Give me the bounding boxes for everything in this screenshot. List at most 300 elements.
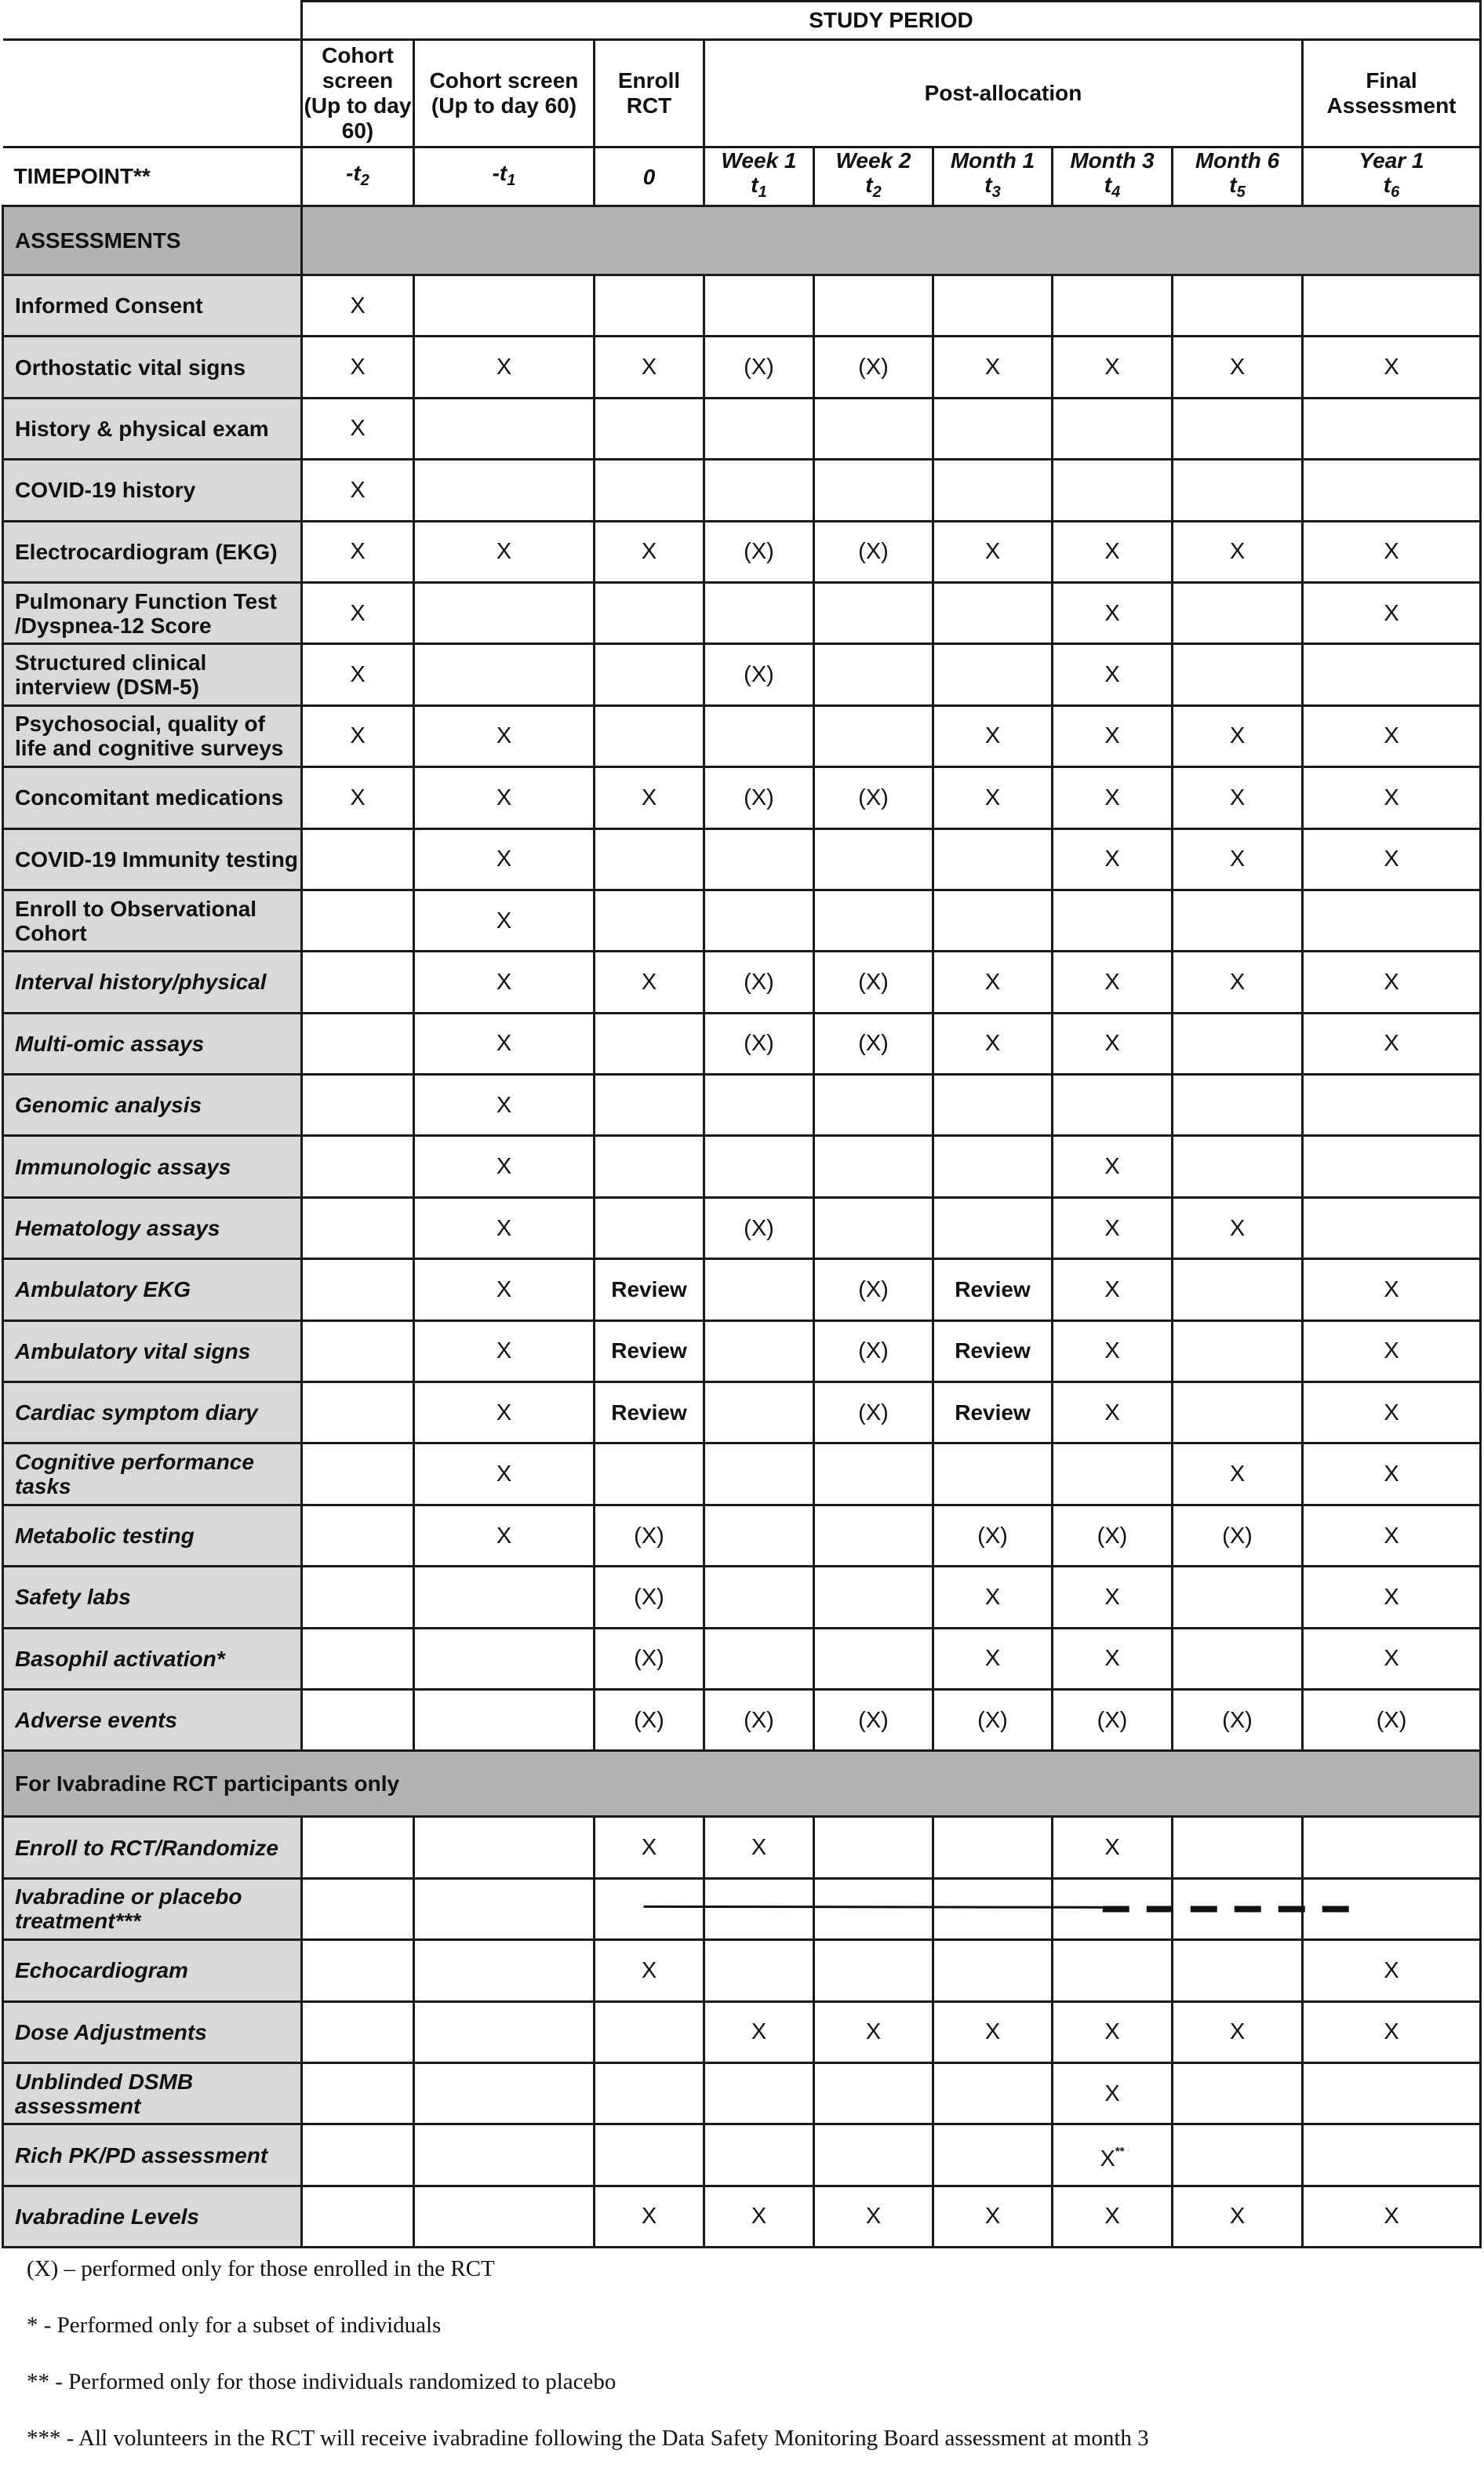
assessment-row (3, 828, 1481, 890)
schedule-cell (1303, 2062, 1481, 2124)
schedule-cell: X (704, 2001, 814, 2062)
schedule-cell: (X) (1173, 1505, 1303, 1566)
assessment-label: Basophil activation* (3, 1628, 302, 1689)
assessment-label: Structured clinical interview (DSM-5) (3, 644, 302, 705)
footnote: ** - Performed only for those individuals randomized to placebo (27, 2369, 617, 2394)
schedule-cell (595, 1013, 704, 1074)
schedule-cell: (X) (1303, 1689, 1481, 1750)
timepoint-subscript: 2 (872, 184, 882, 201)
schedule-cell (1173, 2124, 1303, 2186)
schedule-cell (302, 890, 414, 951)
schedule-cell (1303, 275, 1481, 337)
schedule-cell: X (704, 2186, 814, 2247)
schedule-cell (1053, 1075, 1173, 1136)
timepoint-t-letter: t (1383, 173, 1391, 197)
schedule-cell (1173, 1320, 1303, 1381)
schedule-cell (1053, 1878, 1173, 1939)
assessment-label: Safety labs (3, 1567, 302, 1628)
timepoint-value: 0 (642, 164, 656, 189)
schedule-cell: X (1173, 2186, 1303, 2247)
schedule-cell: X (595, 2186, 704, 2247)
schedule-cell: X (1173, 521, 1303, 582)
schedule-cell (1173, 1817, 1303, 1878)
schedule-cell: X (302, 398, 414, 459)
schedule-cell: X (414, 1136, 595, 1197)
section-header-row (3, 206, 1481, 275)
schedule-cell (302, 1075, 414, 1136)
schedule-cell: X (1053, 1382, 1173, 1443)
timepoint-subscript: 2 (360, 171, 369, 189)
schedule-cell: X (704, 1817, 814, 1878)
schedule-cell (302, 1320, 414, 1381)
schedule-cell: X (595, 521, 704, 582)
assessment-row (3, 1567, 1481, 1628)
schedule-cell: X (414, 1382, 595, 1443)
schedule-cell: X (302, 337, 414, 398)
schedule-cell (1173, 1628, 1303, 1689)
schedule-cell (1303, 1817, 1481, 1878)
assessment-label: Hematology assays (3, 1197, 302, 1258)
schedule-cell: X (595, 1817, 704, 1878)
schedule-cell (933, 644, 1053, 705)
schedule-cell: X (1173, 828, 1303, 890)
schedule-cell: X (933, 1567, 1053, 1628)
schedule-cell: (X) (933, 1689, 1053, 1750)
schedule-cell (595, 890, 704, 951)
schedule-cell (933, 1136, 1053, 1197)
schedule-of-assessments-table (2, 0, 1482, 2248)
assessment-label: COVID-19 history (3, 460, 302, 521)
schedule-cell (302, 2124, 414, 2186)
schedule-cell: X (595, 1940, 704, 2001)
header-blank-cell (3, 40, 302, 147)
schedule-cell: X (595, 767, 704, 828)
assessment-label: Unblinded DSMB assessment (3, 2062, 302, 2124)
schedule-cell (814, 1505, 933, 1566)
schedule-cell: X (1173, 705, 1303, 766)
schedule-cell: Review (595, 1259, 704, 1320)
schedule-cell: (X) (704, 767, 814, 828)
assessment-row (3, 2062, 1481, 2124)
schedule-cell: (X) (704, 337, 814, 398)
schedule-cell: X (414, 521, 595, 582)
timepoint-t-letter: t (1229, 173, 1237, 197)
schedule-cell (933, 460, 1053, 521)
schedule-cell (595, 398, 704, 459)
mark-text: X (1100, 2146, 1115, 2171)
schedule-cell: X (1303, 767, 1481, 828)
schedule-cell (814, 1817, 933, 1878)
assessment-row (3, 1628, 1481, 1689)
schedule-cell: X (414, 1013, 595, 1074)
schedule-cell (595, 2124, 704, 2186)
schedule-cell: X (1303, 1320, 1481, 1381)
schedule-cell: X (1173, 337, 1303, 398)
schedule-cell (595, 275, 704, 337)
schedule-cell (1173, 2062, 1303, 2124)
timepoint-t-letter: t (751, 173, 758, 197)
schedule-cell (595, 828, 704, 890)
schedule-cell: Review (595, 1382, 704, 1443)
schedule-cell (814, 1628, 933, 1689)
schedule-cell: X (933, 2001, 1053, 2062)
col-enroll-rct: Enroll RCT (595, 40, 704, 147)
schedule-cell (933, 275, 1053, 337)
schedule-cell: (X) (814, 767, 933, 828)
schedule-cell (704, 1443, 814, 1505)
schedule-cell (704, 1382, 814, 1443)
schedule-cell (704, 1136, 814, 1197)
schedule-cell: (X) (814, 952, 933, 1013)
timepoint-cell (1053, 147, 1173, 206)
schedule-cell: (X) (595, 1689, 704, 1750)
schedule-cell (414, 2186, 595, 2247)
schedule-cell (1053, 1940, 1173, 2001)
schedule-cell: X (1303, 952, 1481, 1013)
schedule-cell (704, 828, 814, 890)
schedule-cell: (X) (814, 1013, 933, 1074)
schedule-cell: X (1053, 1628, 1173, 1689)
schedule-cell (302, 1940, 414, 2001)
schedule-cell (1303, 1197, 1481, 1258)
schedule-cell (933, 582, 1053, 643)
schedule-cell (704, 1320, 814, 1381)
schedule-cell (595, 705, 704, 766)
assessment-row (3, 1136, 1481, 1197)
timepoint-cell (933, 147, 1053, 206)
schedule-cell: X (933, 705, 1053, 766)
schedule-cell (704, 1567, 814, 1628)
schedule-cell (302, 1689, 414, 1750)
schedule-cell: X (1173, 1197, 1303, 1258)
schedule-cell: X (302, 582, 414, 643)
schedule-cell (414, 1940, 595, 2001)
timepoint-subscript: 4 (1111, 184, 1121, 201)
schedule-cell (302, 1136, 414, 1197)
col-final-assessment: Final Assessment (1303, 40, 1481, 147)
assessment-label: Multi-omic assays (3, 1013, 302, 1074)
schedule-cell (814, 2124, 933, 2186)
schedule-cell: X (933, 1628, 1053, 1689)
schedule-cell: X (1053, 1817, 1173, 1878)
schedule-cell (302, 952, 414, 1013)
schedule-cell (814, 1197, 933, 1258)
schedule-cell: X (414, 1443, 595, 1505)
schedule-cell (704, 275, 814, 337)
timepoint-t (705, 173, 813, 205)
schedule-cell (414, 1628, 595, 1689)
assessment-label: Informed Consent (3, 275, 302, 337)
schedule-cell: X (1173, 1443, 1303, 1505)
schedule-cell (1173, 398, 1303, 459)
schedule-cell (1173, 1136, 1303, 1197)
schedule-cell (302, 1382, 414, 1443)
col-post-allocation: Post-allocation (704, 40, 1303, 147)
schedule-cell: X (1303, 705, 1481, 766)
schedule-cell (704, 2062, 814, 2124)
schedule-cell (302, 1197, 414, 1258)
schedule-cell: X (1303, 828, 1481, 890)
timepoint-cell (814, 147, 933, 206)
schedule-cell: X (1053, 1320, 1173, 1381)
schedule-cell: X (1303, 1443, 1481, 1505)
schedule-cell (414, 2062, 595, 2124)
schedule-cell (1173, 1382, 1303, 1443)
schedule-cell: X (1173, 767, 1303, 828)
schedule-cell (814, 890, 933, 951)
schedule-cell (302, 828, 414, 890)
assessment-label: COVID-19 Immunity testing (3, 828, 302, 890)
assessment-label: Pulmonary Function Test /Dyspnea-12 Score (3, 582, 302, 643)
footnote: * - Performed only for a subset of individuals (27, 2313, 442, 2338)
schedule-cell: X (414, 705, 595, 766)
schedule-cell: X (1053, 952, 1173, 1013)
assessment-row (3, 1940, 1481, 2001)
timepoint-subscript: 3 (991, 184, 1001, 201)
assessment-label: Rich PK/PD assessment (3, 2124, 302, 2186)
timepoint-subscript: 6 (1391, 184, 1400, 201)
schedule-cell: (X) (595, 1628, 704, 1689)
schedule-cell: X (414, 890, 595, 951)
schedule-cell (414, 1878, 595, 1939)
assessment-row (3, 952, 1481, 1013)
assessment-label: Ambulatory EKG (3, 1259, 302, 1320)
timepoint-subscript: 1 (758, 184, 767, 201)
assessment-row (3, 337, 1481, 398)
schedule-cell (1173, 582, 1303, 643)
timepoint-t (934, 173, 1051, 205)
schedule-cell: Review (933, 1382, 1053, 1443)
schedule-cell (414, 582, 595, 643)
schedule-cell: X (1053, 2186, 1173, 2247)
assessment-row (3, 1817, 1481, 1878)
schedule-cell: X (933, 1013, 1053, 1074)
assessment-row (3, 1878, 1481, 1939)
schedule-cell: X (1173, 952, 1303, 1013)
assessment-row (3, 890, 1481, 951)
schedule-cell (1053, 460, 1173, 521)
schedule-cell (933, 398, 1053, 459)
timepoint-t-letter: t (865, 173, 873, 197)
assessment-row (3, 1259, 1481, 1320)
schedule-cell (1053, 1443, 1173, 1505)
schedule-cell (704, 705, 814, 766)
schedule-cell: (X) (1053, 1689, 1173, 1750)
assessment-row (3, 1505, 1481, 1566)
schedule-cell (1173, 1013, 1303, 1074)
schedule-cell: X (414, 828, 595, 890)
schedule-cell (302, 1817, 414, 1878)
assessment-row (3, 767, 1481, 828)
assessment-row (3, 1689, 1481, 1750)
assessment-label: Psychosocial, quality of life and cognitive surveys (3, 705, 302, 766)
assessment-label: Immunologic assays (3, 1136, 302, 1197)
schedule-cell (704, 1505, 814, 1566)
footnote-marker: ** (1115, 2144, 1125, 2158)
assessment-row (3, 275, 1481, 337)
timepoint-t-letter: t (1104, 173, 1112, 197)
schedule-cell (414, 2001, 595, 2062)
schedule-cell (1303, 890, 1481, 951)
schedule-cell: X (1053, 1013, 1173, 1074)
schedule-cell (933, 890, 1053, 951)
schedule-cell (414, 460, 595, 521)
schedule-cell: X (1053, 1136, 1173, 1197)
assessment-row (3, 1197, 1481, 1258)
schedule-cell: X (1053, 521, 1173, 582)
schedule-cell (1303, 460, 1481, 521)
schedule-cell: X (1053, 1197, 1173, 1258)
schedule-cell: X (302, 767, 414, 828)
schedule-cell (814, 582, 933, 643)
schedule-cell: X (1053, 1259, 1173, 1320)
schedule-cell (814, 1940, 933, 2001)
schedule-cell (1173, 1878, 1303, 1939)
schedule-cell (302, 1878, 414, 1939)
schedule-cell (414, 1817, 595, 1878)
schedule-cell: X (302, 275, 414, 337)
schedule-cell: X (302, 460, 414, 521)
timepoint-period: Year 1 (1359, 148, 1424, 173)
assessment-label: Cardiac symptom diary (3, 1382, 302, 1443)
assessment-row (3, 2001, 1481, 2062)
schedule-cell (933, 1878, 1053, 1939)
schedule-cell (595, 1197, 704, 1258)
schedule-cell: X (414, 952, 595, 1013)
schedule-cell: X (1053, 705, 1173, 766)
schedule-cell (933, 1443, 1053, 1505)
schedule-cell (595, 644, 704, 705)
schedule-cell (814, 644, 933, 705)
schedule-cell (1053, 890, 1173, 951)
schedule-cell (933, 1940, 1053, 2001)
schedule-cell (595, 460, 704, 521)
timepoint-t (1173, 173, 1301, 205)
schedule-cell (302, 1628, 414, 1689)
schedule-cell (933, 828, 1053, 890)
timepoint-cell (302, 147, 414, 206)
schedule-cell: (X) (933, 1505, 1053, 1566)
schedule-cell: X (414, 767, 595, 828)
schedule-cell (814, 1443, 933, 1505)
schedule-cell (814, 828, 933, 890)
timepoint-subscript: 5 (1236, 184, 1246, 201)
schedule-cell (814, 275, 933, 337)
assessment-label: Ivabradine or placebo treatment*** (3, 1878, 302, 1939)
timepoint-label: TIMEPOINT** (3, 147, 302, 206)
col-cohort-screen-a: Cohort screen (Up to day 60) (302, 40, 414, 147)
schedule-cell: (X) (814, 1259, 933, 1320)
schedule-cell (704, 582, 814, 643)
assessment-label: Ivabradine Levels (3, 2186, 302, 2247)
schedule-cell: X (1173, 2001, 1303, 2062)
schedule-cell: X (814, 2186, 933, 2247)
schedule-cell (704, 1940, 814, 2001)
schedule-cell: X (1053, 2062, 1173, 2124)
assessment-label: Echocardiogram (3, 1940, 302, 2001)
assessment-row (3, 1443, 1481, 1505)
schedule-cell: X (414, 1197, 595, 1258)
timepoint-cell (1303, 147, 1481, 206)
schedule-cell (302, 1013, 414, 1074)
schedule-cell: X (302, 644, 414, 705)
schedule-cell (595, 582, 704, 643)
schedule-cell (595, 1878, 704, 1939)
timepoint-value: -t (346, 160, 361, 185)
schedule-cell (704, 2124, 814, 2186)
schedule-cell (814, 1075, 933, 1136)
corner-blank-cell (3, 2, 302, 40)
assessment-label: Concomitant medications (3, 767, 302, 828)
schedule-cell (814, 2062, 933, 2124)
timepoint-t-letter: t (984, 173, 992, 197)
assessment-label: Ambulatory vital signs (3, 1320, 302, 1381)
schedule-cell: X (933, 767, 1053, 828)
schedule-cell (814, 398, 933, 459)
schedule-cell: (X) (1173, 1689, 1303, 1750)
schedule-cell (1173, 890, 1303, 951)
assessment-label: Dose Adjustments (3, 2001, 302, 2062)
schedule-cell (1303, 644, 1481, 705)
schedule-cell (1303, 1136, 1481, 1197)
study-period-heading: STUDY PERIOD (302, 2, 1481, 40)
schedule-cell (814, 1567, 933, 1628)
schedule-cell (933, 1817, 1053, 1878)
schedule-cell: X (595, 952, 704, 1013)
timepoint-t (815, 173, 932, 205)
timepoint-period: Month 6 (1195, 148, 1280, 173)
schedule-cell: (X) (704, 644, 814, 705)
timepoint-period: Week 2 (835, 148, 911, 173)
schedule-cell: X (933, 952, 1053, 1013)
schedule-cell: X (1053, 337, 1173, 398)
schedule-cell: (X) (814, 521, 933, 582)
assessment-row (3, 2124, 1481, 2186)
schedule-cell (302, 1567, 414, 1628)
schedule-cell (595, 2062, 704, 2124)
schedule-cell: X (302, 521, 414, 582)
schedule-cell: Review (933, 1259, 1053, 1320)
assessment-row (3, 1075, 1481, 1136)
section-fill (302, 206, 1481, 275)
schedule-cell (1173, 1259, 1303, 1320)
assessment-label: Adverse events (3, 1689, 302, 1750)
study-period-row (3, 2, 1481, 40)
assessment-label: Cognitive performance tasks (3, 1443, 302, 1505)
schedule-cell (1053, 2124, 1173, 2186)
schedule-cell (414, 398, 595, 459)
assessment-label: Electrocardiogram (EKG) (3, 521, 302, 582)
schedule-cell (1053, 275, 1173, 337)
schedule-cell (1303, 1878, 1481, 1939)
schedule-cell (814, 1136, 933, 1197)
schedule-cell (595, 1075, 704, 1136)
footnote: *** - All volunteers in the RCT will receive ivabradine following the Data Safety Monitoring Board assessment at month 3 (27, 2426, 1149, 2451)
assessment-label: Interval history/physical (3, 952, 302, 1013)
schedule-cell (302, 1259, 414, 1320)
schedule-cell: X (1303, 1567, 1481, 1628)
column-header-row (3, 40, 1481, 147)
timepoint-t (1053, 173, 1171, 205)
schedule-cell (704, 1878, 814, 1939)
schedule-cell: X (302, 705, 414, 766)
schedule-cell (302, 1443, 414, 1505)
schedule-cell: X (1303, 1628, 1481, 1689)
timepoint-subscript: 1 (507, 171, 516, 189)
footnotes (27, 2253, 1470, 2479)
schedule-cell: X (414, 1259, 595, 1320)
schedule-cell: (X) (704, 1013, 814, 1074)
